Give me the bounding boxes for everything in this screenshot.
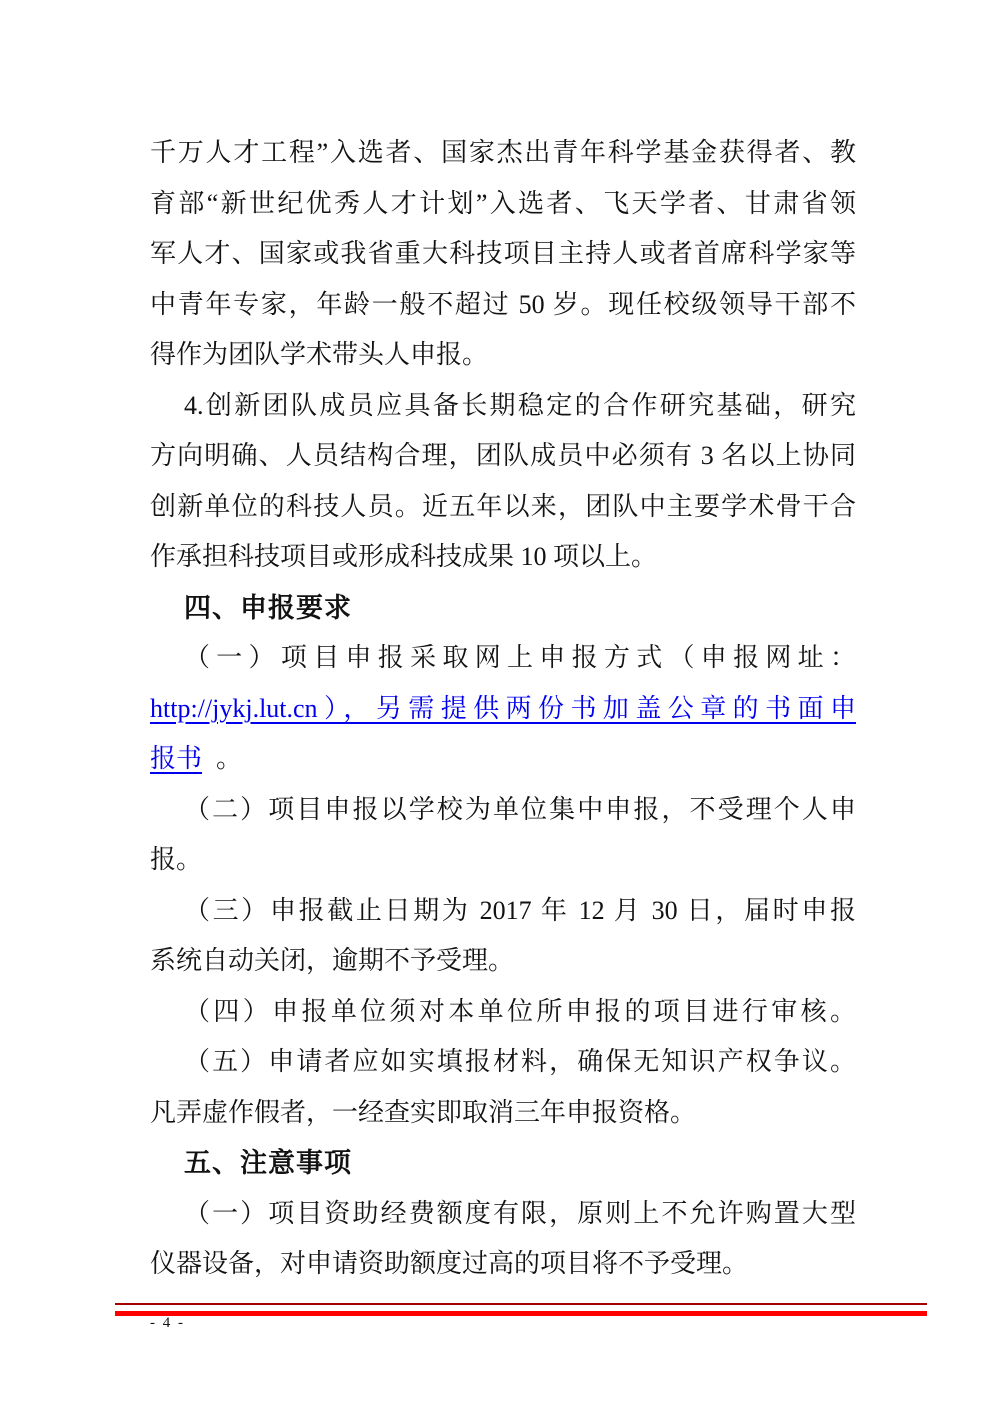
sentence-period: 。 xyxy=(216,744,243,773)
paragraph xyxy=(150,886,856,987)
text-line: （四）申报单位须对本单位所申报的项目进行审核。 xyxy=(184,996,856,1026)
application-url-link-tail[interactable]: 报书 xyxy=(150,744,203,773)
text-line: 4.创新团队成员应具备长期稳定的合作研究基础，研究 xyxy=(184,390,856,420)
text-line: 中青年专家，年龄一般不超过 50 岁。现任校级领导干部不 xyxy=(150,289,856,319)
footer-rule-thick xyxy=(115,1311,927,1316)
paragraph xyxy=(150,633,856,785)
application-url-link[interactable]: http://jykj.lut.cn），另需提供两份书加盖公章的书面申 xyxy=(150,693,856,723)
text-line: 军人才、国家或我省重大科技项目主持人或者首席科学家等 xyxy=(150,239,856,268)
text-line: 作承担科技项目或形成科技成果 10 项以上。 xyxy=(150,542,658,571)
text-line: 得作为团队学术带头人申报。 xyxy=(150,340,489,369)
text-line xyxy=(150,734,856,785)
text-line: 方向明确、人员结构合理，团队成员中必须有 3 名以上协同 xyxy=(150,441,856,470)
text-line: 系统自动关闭，逾期不予受理。 xyxy=(150,946,515,975)
text-line: 凡弄虚作假者，一经查实即取消三年申报资格。 xyxy=(150,1097,697,1127)
page-content xyxy=(150,128,856,1290)
paragraph xyxy=(150,381,856,583)
paragraph xyxy=(150,1037,856,1138)
text-line: 创新单位的科技人员。近五年以来，团队中主要学术骨干合 xyxy=(150,491,856,521)
paragraph xyxy=(150,1189,856,1290)
text-line: （三）申报截止日期为 2017 年 12 月 30 日，届时申报 xyxy=(184,895,856,925)
page-number: - 4 - xyxy=(150,1315,185,1331)
text-line: （二）项目申报以学校为单位集中申报，不受理个人申 xyxy=(184,794,856,824)
paragraph xyxy=(150,128,856,381)
footer-rule-thin xyxy=(115,1303,927,1305)
text-line: （一）项目资助经费额度有限，原则上不允许购置大型 xyxy=(184,1198,856,1228)
text-line: 育部“新世纪优秀人才计划”入选者、飞天学者、甘肃省领 xyxy=(150,188,856,218)
text-line xyxy=(150,684,856,735)
paragraph xyxy=(150,987,856,1038)
section-heading: 四、申报要求 xyxy=(184,592,352,623)
text-line: （五）申请者应如实填报材料，确保无知识产权争议。 xyxy=(184,1047,856,1076)
section-heading: 五、注意事项 xyxy=(184,1148,352,1178)
text-line: 报。 xyxy=(150,845,203,874)
paragraph xyxy=(150,785,856,886)
text-line: 仪器设备，对申请资助额度过高的项目将不予受理。 xyxy=(150,1249,749,1278)
text-line: 千万人才工程”入选者、国家杰出青年科学基金获得者、教 xyxy=(150,138,856,167)
text-line: （一）项目申报采取网上申报方式（申报网址： xyxy=(184,643,856,672)
